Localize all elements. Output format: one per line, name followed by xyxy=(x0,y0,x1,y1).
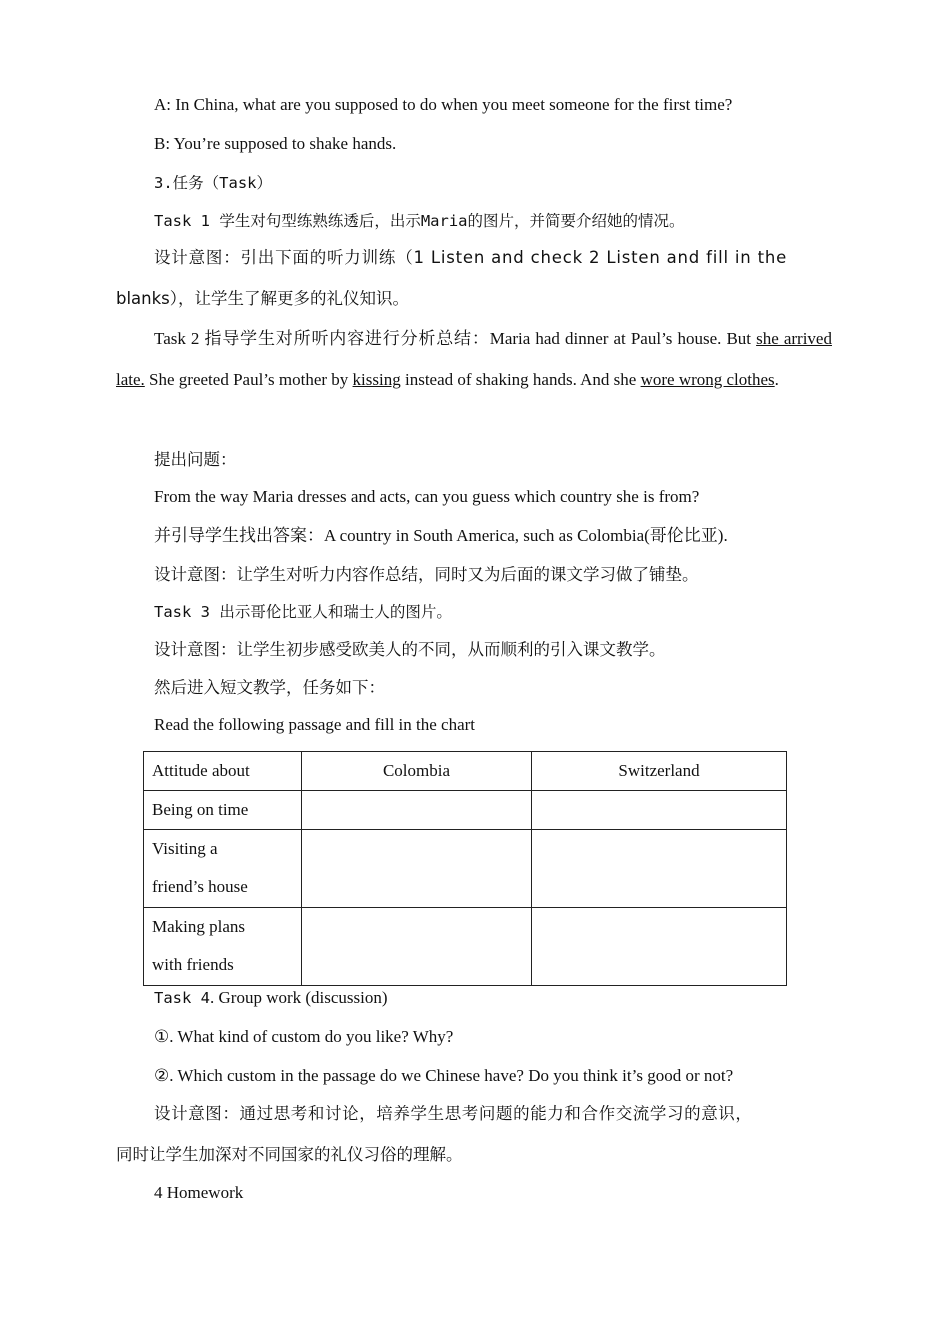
header-switzerland: Switzerland xyxy=(532,752,787,791)
blank-cell xyxy=(532,830,787,908)
blank-cell xyxy=(302,791,532,830)
row-label-line: Visiting a xyxy=(152,839,218,858)
row-label-line: with friends xyxy=(152,955,234,974)
design-intent-2: 设计意图：让学生对听力内容作总结，同时又为后面的课文学习做了铺垫。 xyxy=(154,565,699,584)
discussion-question-2: ②. Which custom in the passage do we Chinese have? Do you think it’s good or not? xyxy=(154,1066,734,1085)
design-intent-1-line2: blanks），让学生了解更多的礼仪知识。 xyxy=(116,289,410,308)
table-row xyxy=(144,791,787,830)
section-heading-task: 3.任务（Task） xyxy=(154,174,272,192)
task2-mid1: She greeted Paul’s mother by xyxy=(144,370,353,389)
blank-cell xyxy=(302,908,532,986)
underline-wrong-clothes: wore wrong clothes xyxy=(640,370,775,389)
table-row xyxy=(144,830,787,908)
table-header-row xyxy=(144,752,787,791)
blank-cell xyxy=(532,908,787,986)
task4-rest: . Group work (discussion) xyxy=(210,988,388,1007)
dialogue-answer: B: You’re supposed to shake hands. xyxy=(154,134,397,153)
row-label-being-on-time: Being on time xyxy=(144,791,302,830)
table-row xyxy=(144,908,787,986)
design-intent-4-line1: 设计意图：通过思考和讨论，培养学生思考问题的能力和合作交流学习的意识， xyxy=(154,1104,753,1123)
attitude-chart-table xyxy=(143,751,787,986)
underline-arrived-late: she arrived late. xyxy=(116,329,832,389)
row-label-visiting xyxy=(144,830,302,908)
read-instruction: Read the following passage and fill in the chart xyxy=(154,715,476,734)
discussion-question-1: ①. What kind of custom do you like? Why? xyxy=(154,1027,454,1046)
design-intent-1-line1: 设计意图：引出下面的听力训练（1 Listen and check 2 Listen and fill in the xyxy=(154,248,788,267)
underline-kissing: kissing xyxy=(352,370,401,389)
header-attitude: Attitude about xyxy=(144,752,302,791)
dialogue-question: A: In China, what are you supposed to do when you meet someone for the first time? xyxy=(154,95,733,114)
task2-end: . xyxy=(774,370,779,389)
task4-heading xyxy=(154,987,388,1009)
question-text: From the way Maria dresses and acts, can you guess which country she is from? xyxy=(154,487,700,506)
row-label-making-plans xyxy=(144,908,302,986)
blank-cell xyxy=(532,791,787,830)
design-intent-4-line2: 同时让学生加深对不同国家的礼仪习俗的理解。 xyxy=(116,1145,463,1164)
header-colombia: Colombia xyxy=(302,752,532,791)
passage-intro: 然后进入短文教学，任务如下： xyxy=(154,678,385,697)
question-label: 提出问题： xyxy=(154,450,237,469)
task1-text: Task 1 学生对句型练熟练透后，出示Maria的图片，并简要介绍她的情况。 xyxy=(154,212,685,230)
guide-text: 并引导学生找出答案：A country in South America, such as Colombia(哥伦比亚). xyxy=(154,526,728,545)
task4-label: Task 4 xyxy=(154,989,210,1007)
task2-paragraph xyxy=(116,318,832,400)
task3-text: Task 3 出示哥伦比亚人和瑞士人的图片。 xyxy=(154,603,452,621)
task2-mid2: instead of shaking hands. And she xyxy=(400,370,641,389)
row-label-line: friend’s house xyxy=(152,877,248,896)
blank-cell xyxy=(302,830,532,908)
row-label-line: Making plans xyxy=(152,917,246,936)
design-intent-3: 设计意图：让学生初步感受欧美人的不同，从而顺利的引入课文教学。 xyxy=(154,640,666,659)
homework-heading: 4 Homework xyxy=(154,1183,244,1202)
task2-prefix: Task 2 指导学生对所听内容进行分析总结：Maria had dinner at Paul’s house. But xyxy=(154,329,757,348)
